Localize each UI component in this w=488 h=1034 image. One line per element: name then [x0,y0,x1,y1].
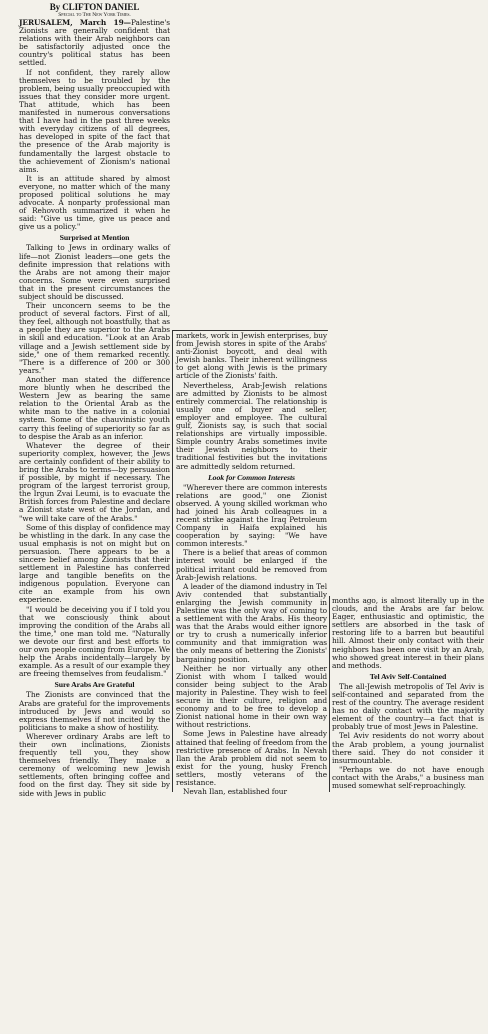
paragraph: Wherever ordinary Arabs are left to their own inclinations, Zionists frequently tell you, they show themselves friendly. They make a ceremony of welcoming new Jewish settlements, often bringing coffee and food on the first day. They sit side by side with Jews in public [19,731,170,798]
paragraph: A leader of the diamond industry in Tel Aviv contended that substantially enlarging the Jewish community in Palestine was the only way of coming to a settlement with the Arabs. His theory was that the Arabs would either ignore or try to crush a numerically inferior community and that immigration was the only means of bettering the Zionists' bargaining position. [176,581,327,664]
paragraph-text: Palestine's Zionists are generally confident that relations with their Arab neighbors can be satisfactorily adjusted once the country's political status has been settled. [19,18,170,68]
paragraph: "Wherever there are common interests relations are good," one Zionist observed. A young skilled workman who had joined his Arab colleagues in a recent strike against the Iraq Petroleum Company in Haifa explained his cooperation by saying: "We have common interests." [176,482,327,549]
subheading: Surprised at Mention [59,233,130,243]
column-2 [176,332,327,797]
paragraph: Neither he nor virtually any other Zionist with whom I talked would consider being subject to the Arab majority in Palestine. They wish to feel secure in their culture, religion and economy and to be free to develop a Zionist national home in their own way without restrictions. [176,663,327,730]
column-rule [329,596,330,792]
column-3 [332,597,484,791]
subheading: Tel Aviv Self-Contained [369,671,447,681]
paragraph: markets, work in Jewish enterprises, buy from Jewish stores in spite of the Arabs' anti-Zionist boycott, and deal with Jewish banks. Their inherent willingness to get along with Jewis is the primary article of the Zionists' faith. [176,331,327,381]
paragraph: "Perhaps we do not have enough contact with the Arabs," a business man mused somewhat self-reproachingly. [332,764,484,790]
paragraph: There is a belief that areas of common interest would be enlarged if the political irritant could be removed from Arab-Jewish relations. [176,548,327,582]
paragraph: It is an attitude shared by almost everyone, no matter which of the many proposed political solutions he may advocate. A nonparty professional man of Rehovoth summarized it when he said: "Give us time, give us peace and give us a policy." [19,173,170,232]
paragraph: Talking to Jews in ordinary walks of life—not Zionist leaders—one gets the definite impression that relations with the Arabs are not among their major concerns. Some were even surprised that in the present circumstances the subject should be discussed. [19,243,170,301]
subheading: Sure Arabs Are Grateful [54,680,135,690]
column-rule [172,330,173,792]
paragraph: Whatever the degree of their superiority complex, however, the Jews are certainly confident of their ability to bring the Arabs to terms—by persuasion if possible, by might if necessary. The program of the largest terrorist group, the Irgun Zvai Leumi, is to evacuate the British forces from Palestine and declare a Zionist state west of the Jordan, and "we will take care of the Arabs." [19,440,170,523]
paragraph: If not confident, they rarely allow themselves to be troubled by the problem, being usually preoccupied with issues that they consider more urgent. That attitude, which has been manifested in numerous conversations that I have had in the past three weeks with everyday citizens of all degrees, has developed in spite of the fact that the presence of the Arab majority is fundamentally the largest obstacle to the achievement of Zionism's national aims. [19,67,170,174]
paragraph: Their unconcern seems to be the product of several factors. First of all, they feel, although not boastfully, that as a people they are superior to the Arabs in skill and education. "Look at an Arab village and a Jewish settlement side by side," one of them remarked recently. "There is a difference of 200 or 300 years." [19,301,170,375]
paragraph: The all-Jewish metropolis of Tel Aviv is self-contained and separated from the rest of the country. The average resident has no daily contact with the majority element of the country—a fact that is probably true of most Jews in Palestine. [332,681,484,732]
special-credit: Special to The New York Times. [58,12,131,18]
paragraph: months ago, is almost literally up in the clouds, and the Arabs are far below. Eager, enthusiastic and optimistic, the settlers are absorbed in the task of restoring life to a barren but beautiful hill. Almost their only contact with their neighbors has been one visit by an Arab, who showed great interest in their plans and methods. [332,596,484,670]
paragraph: Another man stated the difference more bluntly when he described the Western Jew as bearing the same relation to the Oriental Arab as the white man to the native in a colonial system. Some of the chauvinistic youth carry this feeling of superiority so far as to despise the Arab as an inferior. [19,374,170,441]
subheading: Look for Common Interests [207,472,296,482]
paragraph: "I would be deceiving you if I told you that we consciously think about improving the condition of the Arabs all the time," one man told me. "Naturally we devote our first and best efforts to our own people coming from Europe. We help the Arabs incidentally—largely by example. As a result of our example they are freeing themselves from feudalism." [19,604,170,679]
paragraph: Some of this display of confidence may be whistling in the dark. In any case the usual emphasis is not on might but on persuasion. There appears to be a sincere belief among Zionists that their settlement in Palestine has conferred large and tangible benefits on the indigenous population. Everyone can cite an example from his own experience. [19,522,170,605]
paragraph: Nevertheless, Arab-Jewish relations are admitted by Zionists to be almost entirely commercial. The relationship is usually one of buyer and seller, employer and employee. The cultural gulf, Zionists say, is such that social relationships are virtually impossible. Simple country Arabs sometimes invite their Jewish neighbors to their traditional festivities but the invitations are admittedly seldom returned. [176,380,327,471]
paragraph: Tel Aviv residents do not worry about the Arab problem, a young journalist there said. They do not consider it insurmountable. [332,731,484,765]
paragraph: Some Jews in Palestine have already attained that feeling of freedom from the restrictive presence of Arabs. In Nevah Ilan the Arab problem did not seem to exist for the young, husky French settlers, mostly veterans of the resistance. [176,729,327,787]
lead-paragraph [19,19,170,68]
column-1 [19,2,170,799]
byline: By CLIFTON DANIEL [49,2,140,12]
paragraph: The Zionists are convinced that the Arabs are grateful for the improvements introduced by Jews and would so express themselves if not incited by the politicians to make a show of hostility. [19,690,170,732]
paragraph: Nevah Ilan, established four [183,787,287,797]
dateline: JERUSALEM, March 19— [19,18,131,27]
